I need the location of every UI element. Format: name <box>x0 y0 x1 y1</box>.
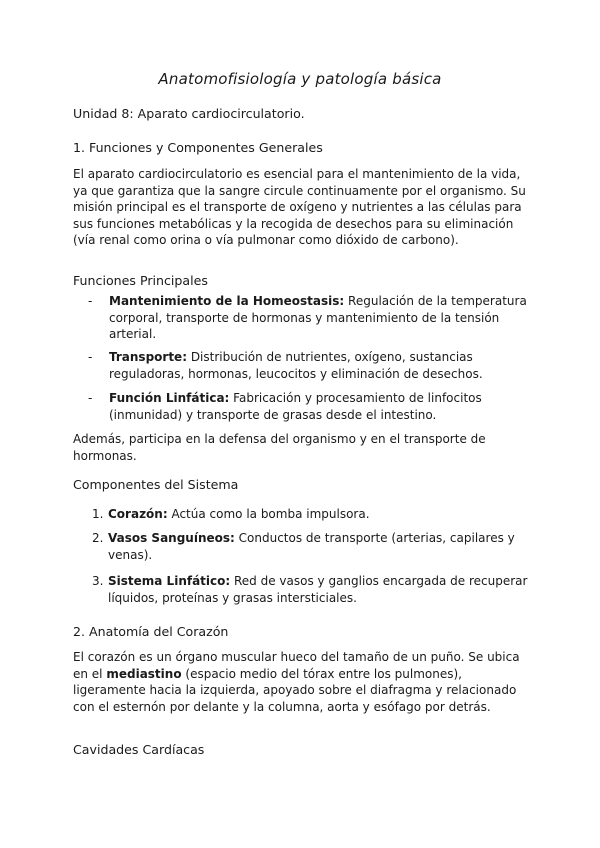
cavidades-heading: Cavidades Cardíacas <box>73 742 205 757</box>
section2-text-after: (espacio medio del tórax entre los pulmones), ligeramente hacia la izquierda, apoyado sobre el diafragma y relacionado con el esternón por delante y la columna, aorta y esófago por detrás. <box>73 666 517 714</box>
bullet-marker: - <box>88 294 93 308</box>
section1-intro: El aparato cardiocirculatorio es esencial para el mantenimiento de la vida, ya que garantiza que la sangre circule continuamente por el organismo. Su misión principal es el transporte de oxígeno y nutrientes a las células para sus funciones metabólicas y la recogida de desechos para su eliminación (vía renal como orina o vía pulmonar como dióxido de carbono). <box>73 167 526 248</box>
list-term: Corazón: <box>108 507 168 521</box>
section2-text-before: El corazón es un órgano muscular hueco del tamaño de un puño. Se ubica en el <box>73 650 520 681</box>
bullet-term: Transporte: <box>109 350 187 364</box>
bullet-text: Fabricación y procesamiento de linfocitos (inmunidad) y transporte de grasas desde el intestino. <box>109 391 482 422</box>
bullet-text: Regulación de la temperatura corporal, transporte de hormonas y mantenimiento de la tensión arterial. <box>109 294 527 341</box>
bullet-text: Distribución de nutrientes, oxígeno, sustancias reguladoras, hormonas, leucocitos y eliminación de desechos. <box>109 350 483 381</box>
list-text: Conductos de transporte (arterias, capilares y venas). <box>108 531 515 562</box>
list-number: 1. <box>92 507 104 521</box>
section2-heading: 2. Anatomía del Corazón <box>73 624 229 639</box>
list-number: 3. <box>92 574 104 588</box>
list-text: Actúa como la bomba impulsora. <box>167 507 370 521</box>
mediastino-term: mediastino <box>106 666 182 681</box>
ademas-paragraph: Además, participa en la defensa del organismo y en el transporte de hormonas. <box>73 432 486 463</box>
bullet-term: Función Linfática: <box>109 391 230 405</box>
bullet-term: Mantenimiento de la Homeostasis: <box>109 294 345 308</box>
list-term: Vasos Sanguíneos: <box>108 531 235 545</box>
list-number: 2. <box>92 531 104 545</box>
funciones-heading: Funciones Principales <box>73 273 208 288</box>
list-term: Sistema Linfático: <box>108 574 231 588</box>
list-text: Red de vasos y ganglios encargada de recuperar líquidos, proteínas y grasas intersticiales. <box>108 574 528 605</box>
bullet-marker: - <box>88 391 93 405</box>
unit-heading: Unidad 8: Aparato cardiocirculatorio. <box>73 106 305 121</box>
section1-heading: 1. Funciones y Componentes Generales <box>73 140 323 155</box>
bullet-marker: - <box>88 350 93 364</box>
componentes-heading: Componentes del Sistema <box>73 477 239 492</box>
section2-paragraph <box>73 649 533 715</box>
document-title: Anatomofisiología y patología básica <box>158 70 442 88</box>
